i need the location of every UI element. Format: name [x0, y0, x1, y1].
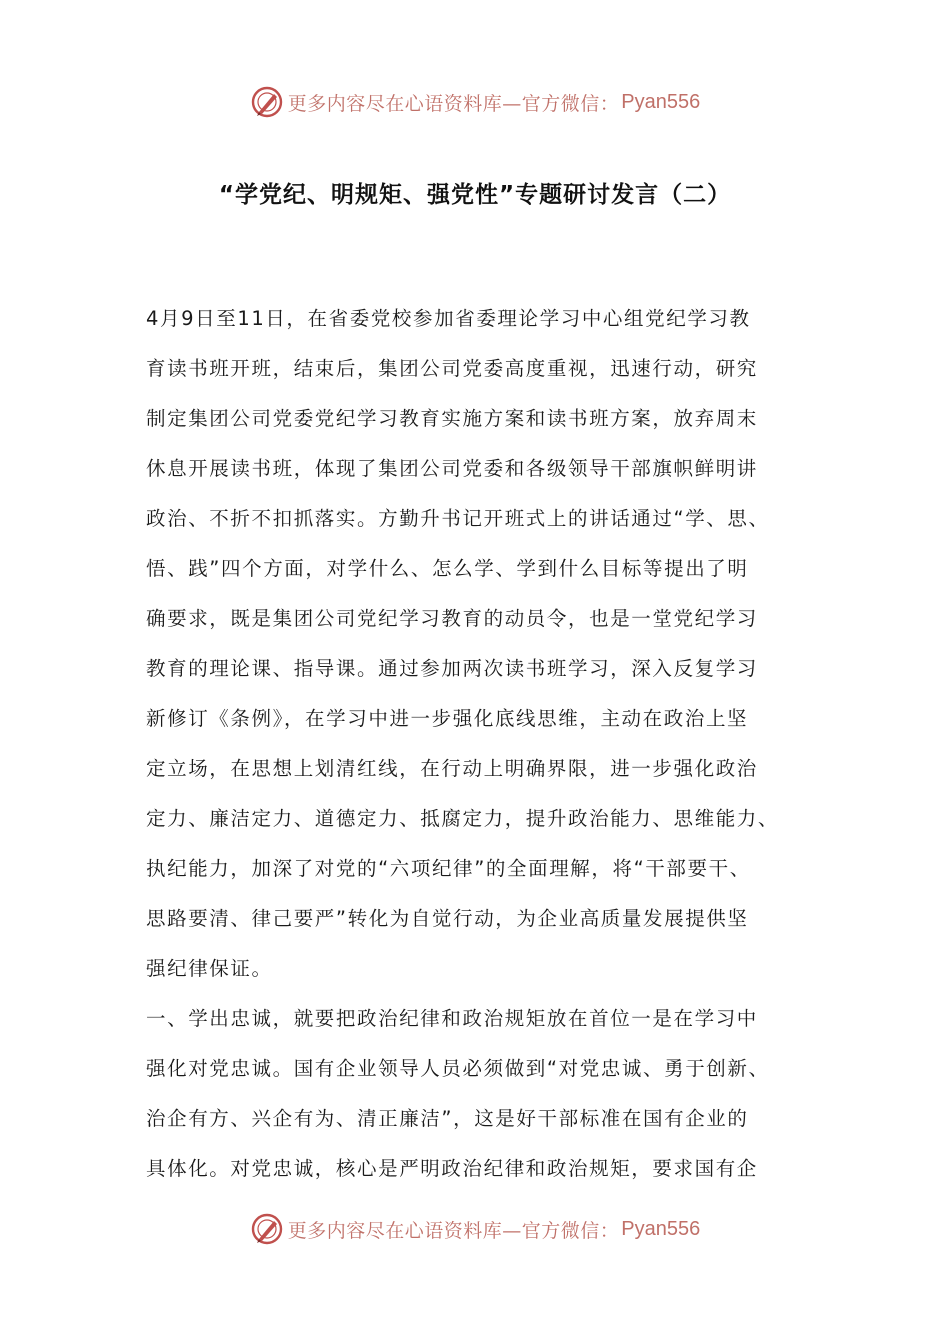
body-line: 治企有方、兴企有为、清正廉洁”，这是好干部标准在国有企业的 — [146, 1107, 749, 1130]
body-line: 悟、践”四个方面，对学什么、怎么学、学到什么目标等提出了明 — [146, 557, 749, 580]
body-line: 政治、不折不扣抓落实。方勤升书记开班式上的讲话通过“学、思、 — [146, 507, 770, 530]
body-line: 具体化。对党忠诚，核心是严明政治纪律和政治规矩，要求国有企 — [146, 1157, 758, 1180]
footer-wechat-id: Pyan556 — [621, 1217, 701, 1240]
document-title: “学党纪、明规矩、强党性”专题研讨发言（二） — [218, 182, 732, 208]
pen-logo-icon — [250, 1212, 284, 1246]
document-body — [146, 294, 822, 1194]
body-line: 定立场，在思想上划清红线，在行动上明确界限，进一步强化政治 — [146, 757, 758, 780]
footer-watermark-banner — [0, 1209, 950, 1249]
header-banner-text: 更多内容尽在心语资料库—官方微信： — [287, 92, 620, 115]
header-watermark-banner — [0, 82, 950, 122]
body-line: 制定集团公司党委党纪学习教育实施方案和读书班方案，放弃周末 — [146, 407, 758, 430]
header-wechat-id: Pyan556 — [621, 90, 701, 113]
body-line: 休息开展读书班，体现了集团公司党委和各级领导干部旗帜鲜明讲 — [146, 457, 758, 480]
body-line: 新修订《条例》，在学习中进一步强化底线思维，主动在政治上坚 — [146, 707, 749, 730]
body-line: 教育的理论课、指导课。通过参加两次读书班学习，深入反复学习 — [146, 657, 758, 680]
body-line: 4月9日至11日，在省委党校参加省委理论学习中心组党纪学习教 — [146, 307, 751, 330]
footer-banner-text: 更多内容尽在心语资料库—官方微信： — [287, 1219, 620, 1242]
body-line: 思路要清、律己要严”转化为自觉行动，为企业高质量发展提供坚 — [146, 907, 749, 930]
body-line: 强化对党忠诚。国有企业领导人员必须做到“对党忠诚、勇于创新、 — [146, 1057, 770, 1080]
body-line: 定力、廉洁定力、道德定力、抵腐定力，提升政治能力、思维能力、 — [146, 807, 780, 830]
body-line: 执纪能力，加深了对党的“六项纪律”的全面理解，将“干部要干、 — [146, 857, 751, 880]
body-line: 确要求，既是集团公司党纪学习教育的动员令，也是一堂党纪学习 — [146, 607, 758, 630]
section-heading-line: 一、学出忠诚，就要把政治纪律和政治规矩放在首位一是在学习中 — [146, 1007, 758, 1030]
body-line: 强纪律保证。 — [146, 957, 273, 980]
pen-logo-icon — [250, 85, 284, 119]
body-line: 育读书班开班，结束后，集团公司党委高度重视，迅速行动，研究 — [146, 357, 758, 380]
